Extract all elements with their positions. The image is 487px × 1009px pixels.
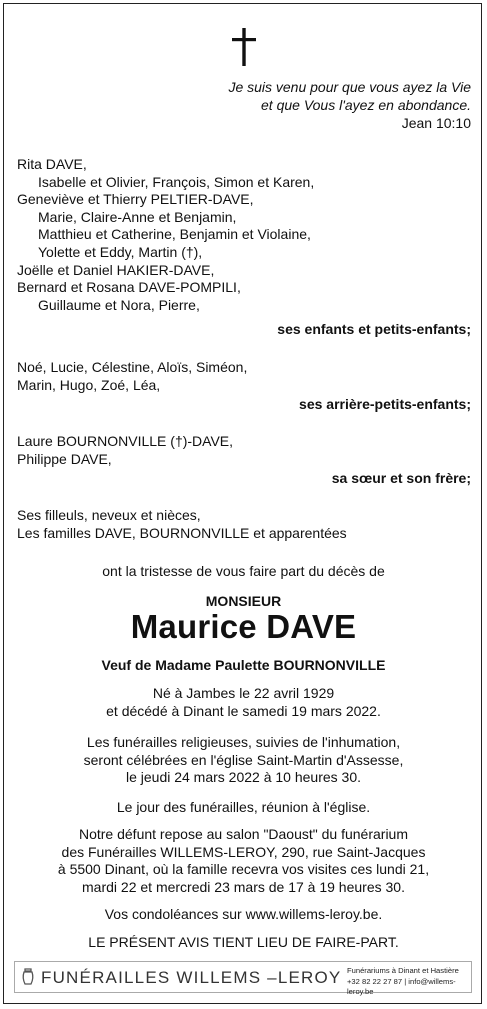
family-line: Ses filleuls, neveux et nièces, bbox=[17, 507, 201, 523]
family-line: Philippe DAVE, bbox=[17, 450, 112, 467]
cross-icon bbox=[229, 27, 259, 67]
funeral-home-contact bbox=[347, 966, 471, 998]
notice-line: LE PRÉSENT AVIS TIENT LIEU DE FAIRE-PART. bbox=[88, 934, 399, 950]
family-line: Yolette et Eddy, Martin (†), bbox=[38, 243, 203, 260]
family-line: Matthieu et Catherine, Benjamin et Violaine, bbox=[38, 226, 311, 243]
family-group-great-grandchildren bbox=[17, 359, 247, 394]
family-line: Rita DAVE, bbox=[17, 156, 87, 172]
quote-reference: Jean 10:10 bbox=[401, 115, 471, 131]
text-line: Les funérailles religieuses, suivies de l'inhumation, bbox=[86, 734, 401, 750]
widower-line: Veuf de Madame Paulette BOURNONVILLE bbox=[101, 657, 386, 673]
family-group-children bbox=[17, 156, 314, 314]
relation-children: ses enfants et petits-enfants; bbox=[277, 321, 471, 337]
bible-quote bbox=[228, 78, 471, 132]
condolences-line: Vos condoléances sur www.willems-leroy.be. bbox=[104, 906, 383, 922]
family-group-siblings bbox=[17, 433, 233, 468]
contact-line: Funérariums à Dinant et Hastière bbox=[347, 966, 459, 975]
text-line: Notre défunt repose au salon "Daoust" du funérarium bbox=[78, 826, 409, 842]
quote-line: Je suis venu pour que vous ayez la Vie bbox=[228, 79, 471, 95]
contact-line: +32 82 22 27 87 | info@willems-leroy.be bbox=[347, 976, 456, 996]
funeral-home-logo: FUNÉRAILLES WILLEMS –LEROY bbox=[41, 968, 342, 987]
text-line: le jeudi 24 mars 2022 à 10 heures 30. bbox=[125, 769, 362, 786]
text-line: des Funérailles WILLEMS-LEROY, 290, rue Saint-Jacques bbox=[61, 843, 426, 860]
reunion-line: Le jour des funérailles, réunion à l'église. bbox=[116, 799, 371, 815]
announcement: ont la tristesse de vous faire part du décès de bbox=[102, 563, 385, 579]
text-line: à 5500 Dinant, où la famille recevra vos visites ces lundi 21, bbox=[57, 861, 430, 878]
family-line: Guillaume et Nora, Pierre, bbox=[38, 296, 200, 313]
family-line: Les familles DAVE, BOURNONVILLE et apparentées bbox=[17, 524, 347, 541]
family-line: Marie, Claire-Anne et Benjamin, bbox=[38, 208, 237, 225]
family-line: Marin, Hugo, Zoé, Léa, bbox=[17, 376, 161, 393]
birth-death-block bbox=[0, 685, 487, 720]
family-group-extended bbox=[17, 507, 347, 542]
text-line: seront célébrées en l'église Saint-Martin d'Assesse, bbox=[83, 751, 404, 768]
title-monsieur: MONSIEUR bbox=[205, 593, 282, 609]
urn-icon bbox=[21, 967, 35, 987]
family-line: Noé, Lucie, Célestine, Aloïs, Siméon, bbox=[17, 359, 248, 375]
family-line: Isabelle et Olivier, François, Simon et Karen, bbox=[38, 173, 315, 190]
relation-great-grandchildren: ses arrière-petits-enfants; bbox=[299, 396, 471, 412]
family-line: Bernard et Rosana DAVE-POMPILI, bbox=[17, 279, 241, 296]
funeral-block bbox=[0, 734, 487, 787]
family-line: Geneviève et Thierry PELTIER-DAVE, bbox=[17, 191, 254, 208]
relation-siblings: sa sœur et son frère; bbox=[331, 470, 471, 486]
text-line: Né à Jambes le 22 avril 1929 bbox=[152, 685, 335, 701]
deceased-name: Maurice DAVE bbox=[130, 608, 357, 645]
rest-block bbox=[0, 826, 487, 896]
funeral-home-banner bbox=[14, 961, 472, 996]
family-line: Laure BOURNONVILLE (†)-DAVE, bbox=[17, 433, 234, 449]
text-line: et décédé à Dinant le samedi 19 mars 2022. bbox=[106, 702, 381, 719]
text-line: mardi 22 et mercredi 23 mars de 17 à 19 heures 30. bbox=[82, 878, 405, 895]
quote-line: et que Vous l'ayez en abondance. bbox=[261, 97, 471, 113]
family-line: Joëlle et Daniel HAKIER-DAVE, bbox=[17, 261, 215, 278]
